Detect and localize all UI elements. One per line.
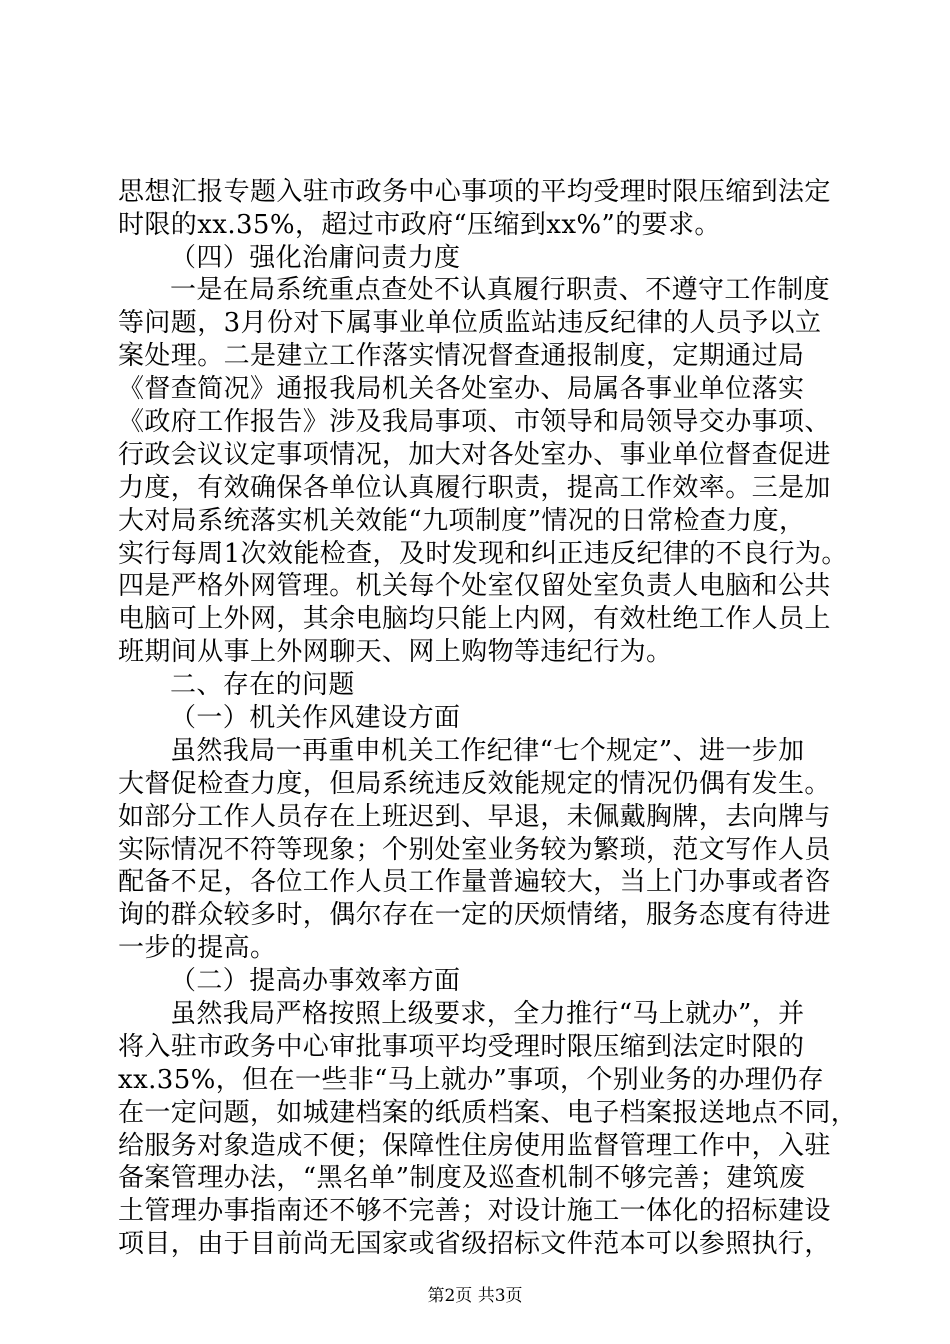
page-number-footer: 第2页 共3页 xyxy=(427,1286,523,1306)
text-line: 项目，由于目前尚无国家或省级招标文件范本可以参照执行， xyxy=(118,1229,831,1259)
text-line: 大督促检查力度，但局系统违反效能规定的情况仍偶有发生。 xyxy=(118,769,831,799)
text-line: 将入驻市政务中心审批事项平均受理时限压缩到法定时限的 xyxy=(118,1032,805,1062)
text-line: 电脑可上外网，其余电脑均只能上内网，有效杜绝工作人员上 xyxy=(118,604,831,634)
text-line: 土管理办事指南还不够不完善；对设计施工一体化的招标建设 xyxy=(118,1196,831,1226)
text-line: 实际情况不符等现象；个别处室业务较为繁琐，范文写作人员 xyxy=(118,835,831,865)
text-line: 四是严格外网管理。机关每个处室仅留处室负责人电脑和公共 xyxy=(118,571,831,601)
section-heading: （二）提高办事效率方面 xyxy=(170,966,461,996)
text-line: 给服务对象造成不便；保障性住房使用监督管理工作中，入驻 xyxy=(118,1131,831,1161)
section-heading: （一）机关作风建设方面 xyxy=(170,703,461,733)
text-line: 大对局系统落实机关效能“九项制度”情况的日常检查力度， xyxy=(118,506,806,536)
paragraph-start-line: 虽然我局严格按照上级要求，全力推行“马上就办”，并 xyxy=(170,999,805,1029)
text-line: 案处理。二是建立工作落实情况督查通报制度，定期通过局 xyxy=(118,341,805,371)
text-line: 《政府工作报告》涉及我局事项、市领导和局领导交办事项、 xyxy=(118,407,831,437)
text-line: xx.35%，但在一些非“马上就办”事项，个别业务的办理仍存 xyxy=(118,1065,824,1095)
text-line: 力度，有效确保各单位认真履行职责，提高工作效率。三是加 xyxy=(118,473,831,503)
text-line: 在一定问题，如城建档案的纸质档案、电子档案报送地点不同， xyxy=(118,1098,858,1128)
text-line: 配备不足，各位工作人员工作量普遍较大，当上门办事或者咨 xyxy=(118,867,831,897)
text-line: 一步的提高。 xyxy=(118,933,277,963)
section-heading: 二、存在的问题 xyxy=(170,670,355,700)
paragraph-start-line: 虽然我局一再重申机关工作纪律“七个规定”、进一步加 xyxy=(170,736,805,766)
text-line: 思想汇报专题入驻市政务中心事项的平均受理时限压缩到法定 xyxy=(118,177,831,207)
text-line: 《督查简况》通报我局机关各处室办、局属各事业单位落实 xyxy=(118,374,805,404)
text-line: 备案管理办法，“黑名单”制度及巡查机制不够完善；建筑废 xyxy=(118,1163,806,1193)
text-line: 等问题，3月份对下属事业单位质监站违反纪律的人员予以立 xyxy=(118,308,822,338)
section-heading: （四）强化治庸问责力度 xyxy=(170,243,461,273)
text-line: 班期间从事上外网聊天、网上购物等违纪行为。 xyxy=(118,637,673,667)
text-line: 实行每周1次效能检查，及时发现和纠正违反纪律的不良行为。 xyxy=(118,539,848,569)
text-line: 行政会议议定事项情况，加大对各处室办、事业单位督查促进 xyxy=(118,440,831,470)
text-line: 如部分工作人员存在上班迟到、早退，未佩戴胸牌，去向牌与 xyxy=(118,802,831,832)
text-line: 时限的xx.35%，超过市政府“压缩到xx%”的要求。 xyxy=(118,210,721,240)
paragraph-start-line: 一是在局系统重点查处不认真履行职责、不遵守工作制度 xyxy=(170,275,831,305)
text-line: 询的群众较多时，偶尔存在一定的厌烦情绪，服务态度有待进 xyxy=(118,900,831,930)
